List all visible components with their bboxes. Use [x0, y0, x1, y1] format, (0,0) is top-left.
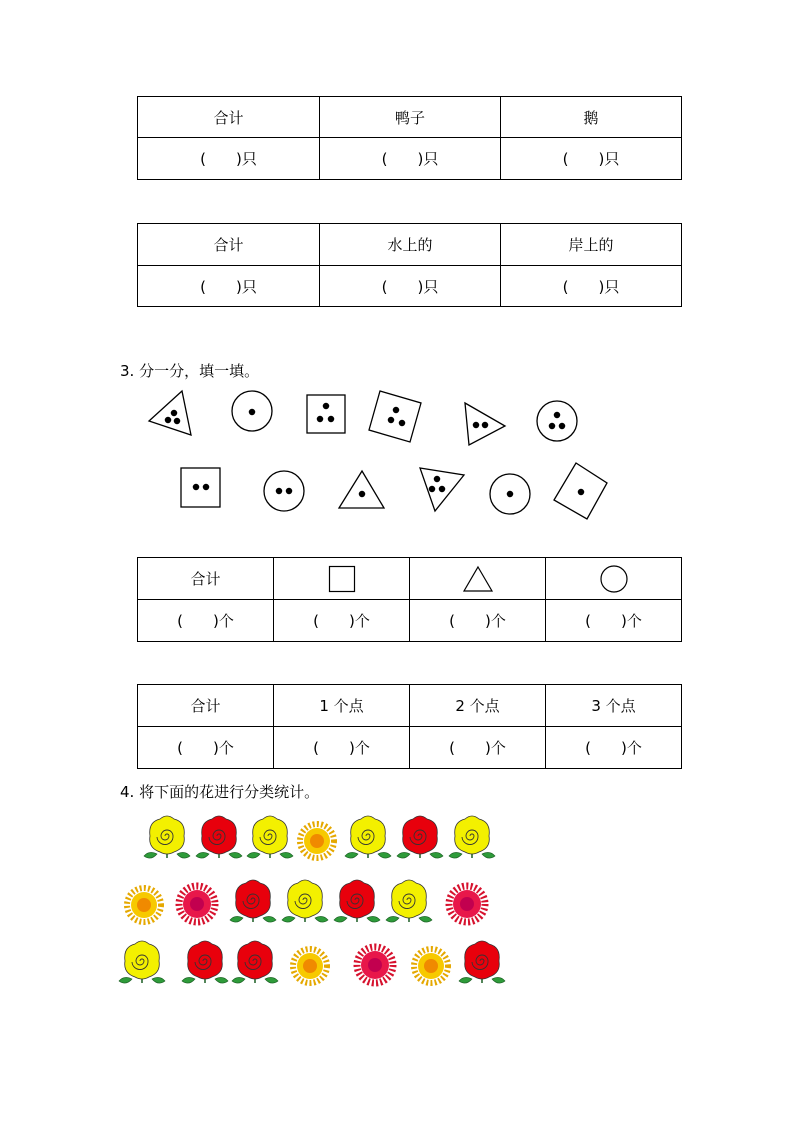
table-header-circle	[546, 558, 682, 600]
duck-goose-table	[137, 96, 682, 180]
table-header-goose: 鹅	[501, 97, 682, 138]
sunflower	[300, 824, 334, 858]
table-header-total: 合计	[138, 685, 274, 727]
yellow-rose	[144, 816, 190, 858]
pink-daisy	[357, 947, 393, 983]
sunflower	[414, 949, 448, 983]
circle-3-dots	[537, 401, 577, 441]
table-header-3-dots: 3 个点	[546, 685, 682, 727]
tilted-square-1-dot	[554, 463, 607, 519]
sunflower	[293, 949, 327, 983]
answer-blank[interactable]: ( )个	[546, 727, 682, 769]
yellow-rose	[119, 941, 165, 983]
answer-blank[interactable]: ( )个	[274, 600, 410, 642]
pink-daisy	[449, 886, 485, 922]
answer-blank[interactable]: ( )个	[410, 600, 546, 642]
circle-icon	[599, 564, 629, 594]
circle-2-dots	[264, 471, 304, 511]
section-3-heading: 3. 分一分，填一填。	[120, 362, 260, 380]
table-header-2-dots: 2 个点	[410, 685, 546, 727]
red-rose	[459, 941, 505, 983]
tilted-square-3-dots	[369, 391, 421, 442]
answer-blank[interactable]: ( )只	[320, 138, 501, 180]
square-2-dots	[181, 468, 220, 507]
red-rose	[182, 941, 228, 983]
table-header-triangle	[410, 558, 546, 600]
table-header-1-dot: 1 个点	[274, 685, 410, 727]
square-icon	[328, 565, 356, 593]
shapes-figure	[140, 383, 620, 523]
table-header-square	[274, 558, 410, 600]
answer-blank[interactable]: ( )只	[320, 266, 501, 307]
section-4-heading: 4. 将下面的花进行分类统计。	[120, 783, 320, 801]
red-rose	[230, 880, 276, 922]
table-header-on-shore: 岸上的	[501, 224, 682, 266]
red-rose	[397, 816, 443, 858]
table-header-total: 合计	[138, 97, 320, 138]
water-shore-table	[137, 223, 682, 307]
triangle-3-dots	[420, 468, 464, 511]
sunflower	[127, 888, 161, 922]
square-3-dots	[307, 395, 345, 433]
shape-count-table	[137, 557, 682, 642]
answer-blank[interactable]: ( )个	[138, 600, 274, 642]
yellow-rose	[449, 816, 495, 858]
answer-blank[interactable]: ( )只	[138, 138, 320, 180]
dot-count-table	[137, 684, 682, 769]
answer-blank[interactable]: ( )只	[501, 266, 682, 307]
red-rose	[196, 816, 242, 858]
circle-1-dot	[232, 391, 272, 431]
answer-blank[interactable]: ( )只	[138, 266, 320, 307]
red-rose	[334, 880, 380, 922]
yellow-rose	[247, 816, 293, 858]
yellow-rose	[282, 880, 328, 922]
pink-daisy	[179, 886, 215, 922]
triangle-2-dots	[465, 403, 505, 445]
answer-blank[interactable]: ( )个	[410, 727, 546, 769]
flowers-figure	[115, 815, 515, 1000]
answer-blank[interactable]: ( )只	[501, 138, 682, 180]
table-header-on-water: 水上的	[320, 224, 501, 266]
triangle-icon	[462, 565, 494, 593]
triangle-1-dot	[339, 471, 384, 508]
answer-blank[interactable]: ( )个	[138, 727, 274, 769]
answer-blank[interactable]: ( )个	[274, 727, 410, 769]
yellow-rose	[386, 880, 432, 922]
answer-blank[interactable]: ( )个	[546, 600, 682, 642]
table-header-total: 合计	[138, 224, 320, 266]
table-header-total: 合计	[138, 558, 274, 600]
table-header-duck: 鸭子	[320, 97, 501, 138]
red-rose	[232, 941, 278, 983]
yellow-rose	[345, 816, 391, 858]
circle-1-dot	[490, 474, 530, 514]
triangle-3-dots	[149, 391, 191, 435]
